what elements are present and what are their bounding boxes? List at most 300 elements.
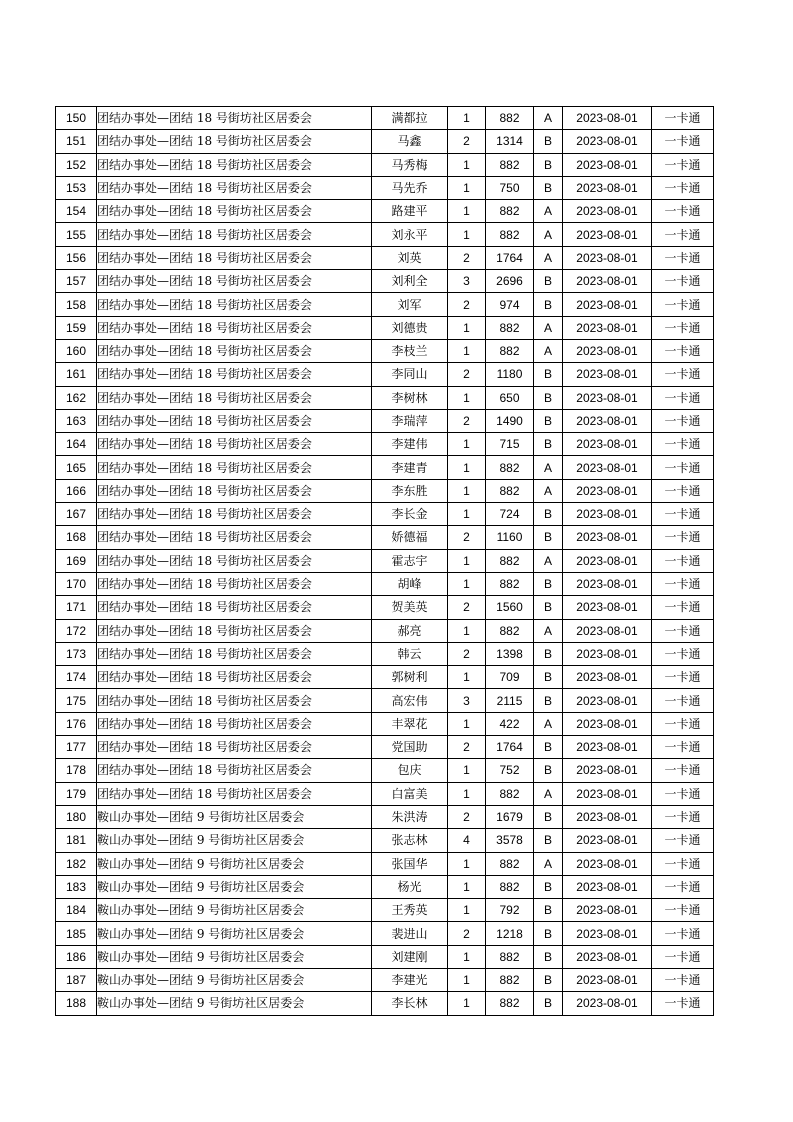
amount-cell: 882 xyxy=(486,619,534,642)
table-row xyxy=(56,130,714,153)
amount-cell: 882 xyxy=(486,316,534,339)
household-count-cell: 1 xyxy=(448,386,486,409)
community-unit-cell: 团结办事处—团结 18 号街坊社区居委会 xyxy=(97,107,372,130)
community-unit-cell: 团结办事处—团结 18 号街坊社区居委会 xyxy=(97,246,372,269)
category-cell: B xyxy=(534,363,563,386)
row-number-cell: 174 xyxy=(56,666,97,689)
table-row xyxy=(56,433,714,456)
date-cell: 2023-08-01 xyxy=(563,899,652,922)
table-row xyxy=(56,782,714,805)
person-name-cell: 满都拉 xyxy=(372,107,448,130)
household-count-cell: 2 xyxy=(448,526,486,549)
row-number-cell: 176 xyxy=(56,712,97,735)
payment-method-cell: 一卡通 xyxy=(652,689,714,712)
household-count-cell: 1 xyxy=(448,852,486,875)
household-count-cell: 2 xyxy=(448,805,486,828)
person-name-cell: 刘建刚 xyxy=(372,945,448,968)
date-cell: 2023-08-01 xyxy=(563,945,652,968)
amount-cell: 882 xyxy=(486,153,534,176)
row-number-cell: 150 xyxy=(56,107,97,130)
category-cell: B xyxy=(534,922,563,945)
category-cell: A xyxy=(534,712,563,735)
payment-method-cell: 一卡通 xyxy=(652,176,714,199)
date-cell: 2023-08-01 xyxy=(563,852,652,875)
household-count-cell: 1 xyxy=(448,153,486,176)
household-count-cell: 1 xyxy=(448,503,486,526)
row-number-cell: 171 xyxy=(56,596,97,619)
amount-cell: 882 xyxy=(486,968,534,991)
date-cell: 2023-08-01 xyxy=(563,712,652,735)
amount-cell: 882 xyxy=(486,549,534,572)
community-unit-cell: 鞍山办事处—团结 9 号街坊社区居委会 xyxy=(97,945,372,968)
household-count-cell: 2 xyxy=(448,596,486,619)
person-name-cell: 裴进山 xyxy=(372,922,448,945)
community-unit-cell: 鞍山办事处—团结 9 号街坊社区居委会 xyxy=(97,968,372,991)
community-unit-cell: 团结办事处—团结 18 号街坊社区居委会 xyxy=(97,130,372,153)
payment-method-cell: 一卡通 xyxy=(652,945,714,968)
row-number-cell: 180 xyxy=(56,805,97,828)
household-count-cell: 1 xyxy=(448,945,486,968)
amount-cell: 715 xyxy=(486,433,534,456)
date-cell: 2023-08-01 xyxy=(563,339,652,362)
category-cell: B xyxy=(534,992,563,1015)
date-cell: 2023-08-01 xyxy=(563,433,652,456)
payment-method-cell: 一卡通 xyxy=(652,875,714,898)
row-number-cell: 163 xyxy=(56,409,97,432)
category-cell: A xyxy=(534,782,563,805)
payment-method-cell: 一卡通 xyxy=(652,782,714,805)
table-row xyxy=(56,572,714,595)
community-unit-cell: 团结办事处—团结 18 号街坊社区居委会 xyxy=(97,153,372,176)
person-name-cell: 路建平 xyxy=(372,200,448,223)
table-row xyxy=(56,968,714,991)
date-cell: 2023-08-01 xyxy=(563,572,652,595)
person-name-cell: 李建青 xyxy=(372,456,448,479)
payment-method-cell: 一卡通 xyxy=(652,339,714,362)
date-cell: 2023-08-01 xyxy=(563,503,652,526)
payment-method-cell: 一卡通 xyxy=(652,759,714,782)
household-count-cell: 1 xyxy=(448,316,486,339)
person-name-cell: 郭树利 xyxy=(372,666,448,689)
payment-method-cell: 一卡通 xyxy=(652,829,714,852)
person-name-cell: 李建光 xyxy=(372,968,448,991)
date-cell: 2023-08-01 xyxy=(563,968,652,991)
table-row xyxy=(56,316,714,339)
amount-cell: 882 xyxy=(486,339,534,362)
person-name-cell: 李枝兰 xyxy=(372,339,448,362)
table-row xyxy=(56,293,714,316)
payment-method-cell: 一卡通 xyxy=(652,270,714,293)
household-count-cell: 1 xyxy=(448,433,486,456)
payment-method-cell: 一卡通 xyxy=(652,922,714,945)
amount-cell: 422 xyxy=(486,712,534,735)
category-cell: A xyxy=(534,479,563,502)
table-row xyxy=(56,246,714,269)
household-count-cell: 2 xyxy=(448,409,486,432)
community-unit-cell: 团结办事处—团结 18 号街坊社区居委会 xyxy=(97,689,372,712)
roster-body xyxy=(56,107,714,1016)
amount-cell: 650 xyxy=(486,386,534,409)
row-number-cell: 159 xyxy=(56,316,97,339)
table-row xyxy=(56,549,714,572)
community-unit-cell: 团结办事处—团结 18 号街坊社区居委会 xyxy=(97,339,372,362)
community-unit-cell: 团结办事处—团结 18 号街坊社区居委会 xyxy=(97,712,372,735)
table-row xyxy=(56,759,714,782)
date-cell: 2023-08-01 xyxy=(563,736,652,759)
table-row xyxy=(56,712,714,735)
community-unit-cell: 鞍山办事处—团结 9 号街坊社区居委会 xyxy=(97,875,372,898)
category-cell: A xyxy=(534,549,563,572)
row-number-cell: 186 xyxy=(56,945,97,968)
category-cell: B xyxy=(534,666,563,689)
table-row xyxy=(56,479,714,502)
row-number-cell: 170 xyxy=(56,572,97,595)
date-cell: 2023-08-01 xyxy=(563,642,652,665)
payment-method-cell: 一卡通 xyxy=(652,316,714,339)
row-number-cell: 162 xyxy=(56,386,97,409)
community-unit-cell: 团结办事处—团结 18 号街坊社区居委会 xyxy=(97,386,372,409)
household-count-cell: 2 xyxy=(448,363,486,386)
row-number-cell: 179 xyxy=(56,782,97,805)
payment-method-cell: 一卡通 xyxy=(652,246,714,269)
row-number-cell: 164 xyxy=(56,433,97,456)
household-count-cell: 1 xyxy=(448,619,486,642)
community-unit-cell: 鞍山办事处—团结 9 号街坊社区居委会 xyxy=(97,922,372,945)
household-count-cell: 2 xyxy=(448,736,486,759)
category-cell: A xyxy=(534,456,563,479)
category-cell: A xyxy=(534,107,563,130)
category-cell: B xyxy=(534,689,563,712)
person-name-cell: 胡峰 xyxy=(372,572,448,595)
household-count-cell: 1 xyxy=(448,456,486,479)
category-cell: B xyxy=(534,433,563,456)
household-count-cell: 1 xyxy=(448,968,486,991)
table-row xyxy=(56,689,714,712)
community-unit-cell: 团结办事处—团结 18 号街坊社区居委会 xyxy=(97,479,372,502)
community-unit-cell: 团结办事处—团结 18 号街坊社区居委会 xyxy=(97,782,372,805)
amount-cell: 2115 xyxy=(486,689,534,712)
row-number-cell: 187 xyxy=(56,968,97,991)
amount-cell: 1314 xyxy=(486,130,534,153)
row-number-cell: 154 xyxy=(56,200,97,223)
person-name-cell: 张志林 xyxy=(372,829,448,852)
person-name-cell: 王秀英 xyxy=(372,899,448,922)
payment-method-cell: 一卡通 xyxy=(652,386,714,409)
category-cell: B xyxy=(534,293,563,316)
date-cell: 2023-08-01 xyxy=(563,829,652,852)
table-row xyxy=(56,922,714,945)
row-number-cell: 157 xyxy=(56,270,97,293)
table-row xyxy=(56,642,714,665)
date-cell: 2023-08-01 xyxy=(563,176,652,199)
table-row xyxy=(56,176,714,199)
category-cell: A xyxy=(534,200,563,223)
row-number-cell: 153 xyxy=(56,176,97,199)
date-cell: 2023-08-01 xyxy=(563,596,652,619)
person-name-cell: 白富美 xyxy=(372,782,448,805)
amount-cell: 882 xyxy=(486,945,534,968)
date-cell: 2023-08-01 xyxy=(563,759,652,782)
person-name-cell: 李瑞萍 xyxy=(372,409,448,432)
community-unit-cell: 团结办事处—团结 18 号街坊社区居委会 xyxy=(97,596,372,619)
table-row xyxy=(56,596,714,619)
community-unit-cell: 团结办事处—团结 18 号街坊社区居委会 xyxy=(97,759,372,782)
row-number-cell: 168 xyxy=(56,526,97,549)
row-number-cell: 177 xyxy=(56,736,97,759)
row-number-cell: 169 xyxy=(56,549,97,572)
community-unit-cell: 团结办事处—团结 18 号街坊社区居委会 xyxy=(97,270,372,293)
household-count-cell: 2 xyxy=(448,642,486,665)
community-unit-cell: 团结办事处—团结 18 号街坊社区居委会 xyxy=(97,293,372,316)
table-row xyxy=(56,409,714,432)
amount-cell: 1160 xyxy=(486,526,534,549)
row-number-cell: 167 xyxy=(56,503,97,526)
person-name-cell: 马秀梅 xyxy=(372,153,448,176)
amount-cell: 1764 xyxy=(486,246,534,269)
community-unit-cell: 鞍山办事处—团结 9 号街坊社区居委会 xyxy=(97,992,372,1015)
row-number-cell: 175 xyxy=(56,689,97,712)
community-unit-cell: 团结办事处—团结 18 号街坊社区居委会 xyxy=(97,456,372,479)
category-cell: B xyxy=(534,875,563,898)
community-unit-cell: 团结办事处—团结 18 号街坊社区居委会 xyxy=(97,526,372,549)
community-unit-cell: 团结办事处—团结 18 号街坊社区居委会 xyxy=(97,642,372,665)
community-unit-cell: 团结办事处—团结 18 号街坊社区居委会 xyxy=(97,433,372,456)
person-name-cell: 杨光 xyxy=(372,875,448,898)
row-number-cell: 178 xyxy=(56,759,97,782)
payment-method-cell: 一卡通 xyxy=(652,526,714,549)
amount-cell: 882 xyxy=(486,992,534,1015)
household-count-cell: 1 xyxy=(448,339,486,362)
person-name-cell: 刘德贵 xyxy=(372,316,448,339)
payment-method-cell: 一卡通 xyxy=(652,456,714,479)
category-cell: A xyxy=(534,619,563,642)
date-cell: 2023-08-01 xyxy=(563,666,652,689)
payment-method-cell: 一卡通 xyxy=(652,200,714,223)
amount-cell: 709 xyxy=(486,666,534,689)
amount-cell: 882 xyxy=(486,782,534,805)
table-row xyxy=(56,503,714,526)
category-cell: B xyxy=(534,736,563,759)
amount-cell: 1490 xyxy=(486,409,534,432)
date-cell: 2023-08-01 xyxy=(563,875,652,898)
household-count-cell: 1 xyxy=(448,572,486,595)
category-cell: B xyxy=(534,526,563,549)
category-cell: B xyxy=(534,176,563,199)
payment-method-cell: 一卡通 xyxy=(652,153,714,176)
table-row xyxy=(56,619,714,642)
date-cell: 2023-08-01 xyxy=(563,456,652,479)
amount-cell: 752 xyxy=(486,759,534,782)
person-name-cell: 刘英 xyxy=(372,246,448,269)
person-name-cell: 贺美英 xyxy=(372,596,448,619)
row-number-cell: 155 xyxy=(56,223,97,246)
table-row xyxy=(56,899,714,922)
date-cell: 2023-08-01 xyxy=(563,549,652,572)
community-unit-cell: 团结办事处—团结 18 号街坊社区居委会 xyxy=(97,736,372,759)
amount-cell: 724 xyxy=(486,503,534,526)
category-cell: A xyxy=(534,852,563,875)
category-cell: B xyxy=(534,805,563,828)
row-number-cell: 181 xyxy=(56,829,97,852)
category-cell: B xyxy=(534,759,563,782)
amount-cell: 882 xyxy=(486,107,534,130)
row-number-cell: 188 xyxy=(56,992,97,1015)
amount-cell: 750 xyxy=(486,176,534,199)
category-cell: B xyxy=(534,153,563,176)
category-cell: A xyxy=(534,223,563,246)
household-count-cell: 2 xyxy=(448,922,486,945)
row-number-cell: 184 xyxy=(56,899,97,922)
household-count-cell: 1 xyxy=(448,200,486,223)
payment-method-cell: 一卡通 xyxy=(652,223,714,246)
row-number-cell: 161 xyxy=(56,363,97,386)
category-cell: B xyxy=(534,503,563,526)
household-count-cell: 1 xyxy=(448,712,486,735)
person-name-cell: 李长林 xyxy=(372,992,448,1015)
person-name-cell: 党国助 xyxy=(372,736,448,759)
payment-method-cell: 一卡通 xyxy=(652,596,714,619)
person-name-cell: 马先乔 xyxy=(372,176,448,199)
date-cell: 2023-08-01 xyxy=(563,293,652,316)
person-name-cell: 李东胜 xyxy=(372,479,448,502)
community-unit-cell: 团结办事处—团结 18 号街坊社区居委会 xyxy=(97,223,372,246)
payment-method-cell: 一卡通 xyxy=(652,572,714,595)
row-number-cell: 165 xyxy=(56,456,97,479)
payment-method-cell: 一卡通 xyxy=(652,433,714,456)
category-cell: B xyxy=(534,409,563,432)
date-cell: 2023-08-01 xyxy=(563,363,652,386)
payment-method-cell: 一卡通 xyxy=(652,293,714,316)
household-count-cell: 3 xyxy=(448,270,486,293)
row-number-cell: 152 xyxy=(56,153,97,176)
category-cell: A xyxy=(534,246,563,269)
payment-method-cell: 一卡通 xyxy=(652,130,714,153)
household-count-cell: 2 xyxy=(448,246,486,269)
category-cell: B xyxy=(534,945,563,968)
household-count-cell: 1 xyxy=(448,992,486,1015)
category-cell: B xyxy=(534,386,563,409)
amount-cell: 882 xyxy=(486,479,534,502)
community-unit-cell: 鞍山办事处—团结 9 号街坊社区居委会 xyxy=(97,805,372,828)
person-name-cell: 刘利全 xyxy=(372,270,448,293)
category-cell: B xyxy=(534,642,563,665)
person-name-cell: 朱洪涛 xyxy=(372,805,448,828)
table-row xyxy=(56,852,714,875)
amount-cell: 882 xyxy=(486,572,534,595)
payment-method-cell: 一卡通 xyxy=(652,899,714,922)
date-cell: 2023-08-01 xyxy=(563,992,652,1015)
payment-method-cell: 一卡通 xyxy=(652,409,714,432)
household-count-cell: 1 xyxy=(448,666,486,689)
community-unit-cell: 鞍山办事处—团结 9 号街坊社区居委会 xyxy=(97,899,372,922)
household-count-cell: 2 xyxy=(448,130,486,153)
category-cell: B xyxy=(534,572,563,595)
table-row xyxy=(56,456,714,479)
date-cell: 2023-08-01 xyxy=(563,689,652,712)
household-count-cell: 1 xyxy=(448,223,486,246)
household-count-cell: 3 xyxy=(448,689,486,712)
row-number-cell: 182 xyxy=(56,852,97,875)
amount-cell: 882 xyxy=(486,200,534,223)
person-name-cell: 霍志宇 xyxy=(372,549,448,572)
payment-method-cell: 一卡通 xyxy=(652,805,714,828)
household-count-cell: 1 xyxy=(448,899,486,922)
household-count-cell: 1 xyxy=(448,782,486,805)
payment-method-cell: 一卡通 xyxy=(652,968,714,991)
table-row xyxy=(56,945,714,968)
household-count-cell: 1 xyxy=(448,875,486,898)
date-cell: 2023-08-01 xyxy=(563,153,652,176)
person-name-cell: 郝亮 xyxy=(372,619,448,642)
table-row xyxy=(56,270,714,293)
amount-cell: 1180 xyxy=(486,363,534,386)
date-cell: 2023-08-01 xyxy=(563,107,652,130)
amount-cell: 3578 xyxy=(486,829,534,852)
payment-method-cell: 一卡通 xyxy=(652,363,714,386)
row-number-cell: 151 xyxy=(56,130,97,153)
table-row xyxy=(56,992,714,1015)
household-count-cell: 2 xyxy=(448,293,486,316)
amount-cell: 882 xyxy=(486,875,534,898)
person-name-cell: 张国华 xyxy=(372,852,448,875)
row-number-cell: 183 xyxy=(56,875,97,898)
table-row xyxy=(56,153,714,176)
payment-method-cell: 一卡通 xyxy=(652,992,714,1015)
person-name-cell: 马鑫 xyxy=(372,130,448,153)
payment-method-cell: 一卡通 xyxy=(652,712,714,735)
payment-method-cell: 一卡通 xyxy=(652,736,714,759)
person-name-cell: 刘永平 xyxy=(372,223,448,246)
community-unit-cell: 团结办事处—团结 18 号街坊社区居委会 xyxy=(97,176,372,199)
community-unit-cell: 团结办事处—团结 18 号街坊社区居委会 xyxy=(97,572,372,595)
table-row xyxy=(56,829,714,852)
community-unit-cell: 团结办事处—团结 18 号街坊社区居委会 xyxy=(97,200,372,223)
person-name-cell: 娇德福 xyxy=(372,526,448,549)
amount-cell: 792 xyxy=(486,899,534,922)
amount-cell: 882 xyxy=(486,223,534,246)
row-number-cell: 173 xyxy=(56,642,97,665)
roster-table xyxy=(55,106,714,1016)
amount-cell: 1679 xyxy=(486,805,534,828)
date-cell: 2023-08-01 xyxy=(563,386,652,409)
date-cell: 2023-08-01 xyxy=(563,619,652,642)
table-row xyxy=(56,666,714,689)
household-count-cell: 1 xyxy=(448,759,486,782)
person-name-cell: 李建伟 xyxy=(372,433,448,456)
category-cell: B xyxy=(534,596,563,619)
community-unit-cell: 团结办事处—团结 18 号街坊社区居委会 xyxy=(97,549,372,572)
row-number-cell: 160 xyxy=(56,339,97,362)
row-number-cell: 158 xyxy=(56,293,97,316)
table-row xyxy=(56,526,714,549)
household-count-cell: 1 xyxy=(448,479,486,502)
community-unit-cell: 鞍山办事处—团结 9 号街坊社区居委会 xyxy=(97,829,372,852)
date-cell: 2023-08-01 xyxy=(563,200,652,223)
table-row xyxy=(56,875,714,898)
community-unit-cell: 鞍山办事处—团结 9 号街坊社区居委会 xyxy=(97,852,372,875)
person-name-cell: 李树林 xyxy=(372,386,448,409)
community-unit-cell: 团结办事处—团结 18 号街坊社区居委会 xyxy=(97,503,372,526)
person-name-cell: 刘军 xyxy=(372,293,448,316)
community-unit-cell: 团结办事处—团结 18 号街坊社区居委会 xyxy=(97,666,372,689)
amount-cell: 1764 xyxy=(486,736,534,759)
table-row xyxy=(56,363,714,386)
table-row xyxy=(56,339,714,362)
category-cell: B xyxy=(534,829,563,852)
amount-cell: 882 xyxy=(486,852,534,875)
person-name-cell: 高宏伟 xyxy=(372,689,448,712)
household-count-cell: 4 xyxy=(448,829,486,852)
